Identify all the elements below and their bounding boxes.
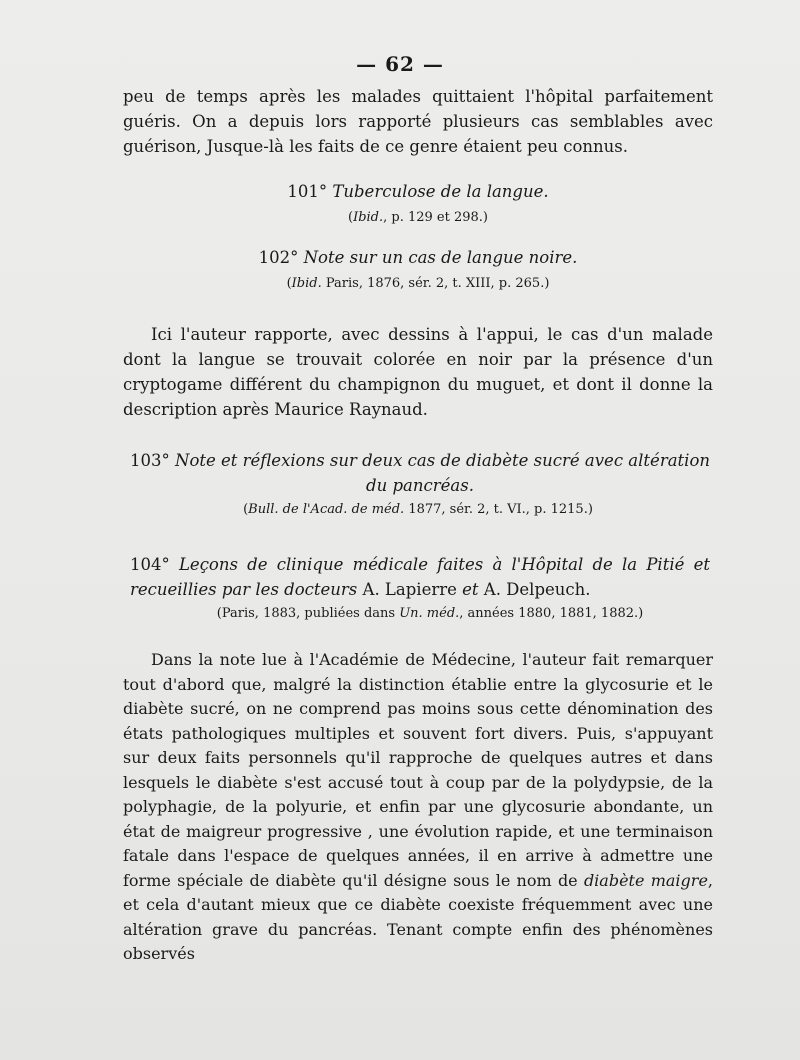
entry-102-source-ref: Ibid. xyxy=(291,276,322,291)
final-paragraph-part2: , et cela d'autant mieux que ce diabète coexiste fréquemment avec une altération grave du pancréas. Tenant compte enfin des phénomènes observés xyxy=(123,870,713,963)
entry-104-source-prefix: (Paris, 1883, publiées dans xyxy=(216,606,396,621)
entry-101-number: 101° xyxy=(287,182,328,201)
entry-104-heading-part2: et xyxy=(462,580,479,599)
entry-102-source: (Ibid. Paris, 1876, sér. 2, t. XIII, p. 265.) xyxy=(286,276,550,291)
entry-103-heading: Note et réflexions sur deux cas de diabète sucré avec altération du pancréas. xyxy=(175,451,711,495)
page-number: — 62 — xyxy=(356,52,444,76)
entry-101-source-ref: Ibid. xyxy=(353,210,384,225)
entry-102-paragraph: Ici l'auteur rapporte, avec dessins à l'appui, le cas d'un malade dont la langue se trouvait colorée en noir par la présence d'un cryptogame différent du champignon du muguet, et dont il donne la description après Maurice Raynaud. xyxy=(123,325,713,419)
final-paragraph xyxy=(123,648,713,967)
entry-102-title xyxy=(123,248,713,267)
entry-104-author1: A. Lapierre xyxy=(362,580,457,599)
entry-103-title xyxy=(130,448,710,498)
entry-104-number: 104° xyxy=(130,555,170,574)
entry-103-source: (Bull. de l'Acad. de méd. 1877, sér. 2, t. VI., p. 1215.) xyxy=(243,502,593,517)
entry-104-source xyxy=(150,606,710,621)
final-paragraph-part1: Dans la note lue à l'Académie de Médecine, l'auteur fait remarquer tout d'abord que, malgré la distinction établie entre la glycosurie et le diabète sucré, on ne comprend pas moins sous cette dénomination des états pathologiques multiples et souvent fort divers. Puis, s'appuyant sur deux faits personnels qu'il rapproche de quelques autres et dans lesquels le diabète s'est accusé tout à coup par de la polydypsie, de la polyphagie, de la polyurie, et enfin par une glycosurie abondante, un état de maigreur progressive , une évolution rapide, et une terminaison fatale dans l'espace de quelques années, il en arrive à admettre une forme spéciale de diabète qu'il désigne sous le nom de xyxy=(123,650,713,890)
entry-103-number: 103° xyxy=(130,451,170,470)
entry-101-source: (Ibid., p. 129 et 298.) xyxy=(347,210,489,225)
entry-103-source-ref: Bull. de l'Acad. de méd. xyxy=(248,502,405,517)
entry-102-number: 102° xyxy=(258,248,299,267)
entry-104-source-ref: Un. méd. xyxy=(399,606,460,621)
final-paragraph-italic: diabète maigre xyxy=(583,870,708,890)
entry-104-title xyxy=(130,552,710,602)
intro-paragraph: peu de temps après les malades quittaient l'hôpital parfaitement guéris. On a depuis lors rapporté plusieurs cas semblables avec guérison, Jusque-là les faits de ce genre étaient peu connus. xyxy=(123,87,713,156)
entry-104-author2: A. Delpeuch. xyxy=(483,580,591,599)
entry-102-heading: Note sur un cas de langue noire. xyxy=(303,248,578,267)
entry-101-source-detail: , p. 129 et 298.) xyxy=(383,210,489,225)
entry-104-source-detail: , années 1880, 1881, 1882.) xyxy=(459,606,644,621)
entry-103-source-detail: 1877, sér. 2, t. VI., p. 1215.) xyxy=(404,502,593,517)
entry-101-heading: Tuberculose de la langue. xyxy=(332,182,549,201)
entry-102-source-detail: Paris, 1876, sér. 2, t. XIII, p. 265.) xyxy=(321,276,550,291)
entry-101-title xyxy=(123,182,713,201)
entry-104-heading-part1: Leçons de clinique médicale faites à l'Hôpital de la Pitié et recueillies par les docteurs xyxy=(130,555,710,599)
